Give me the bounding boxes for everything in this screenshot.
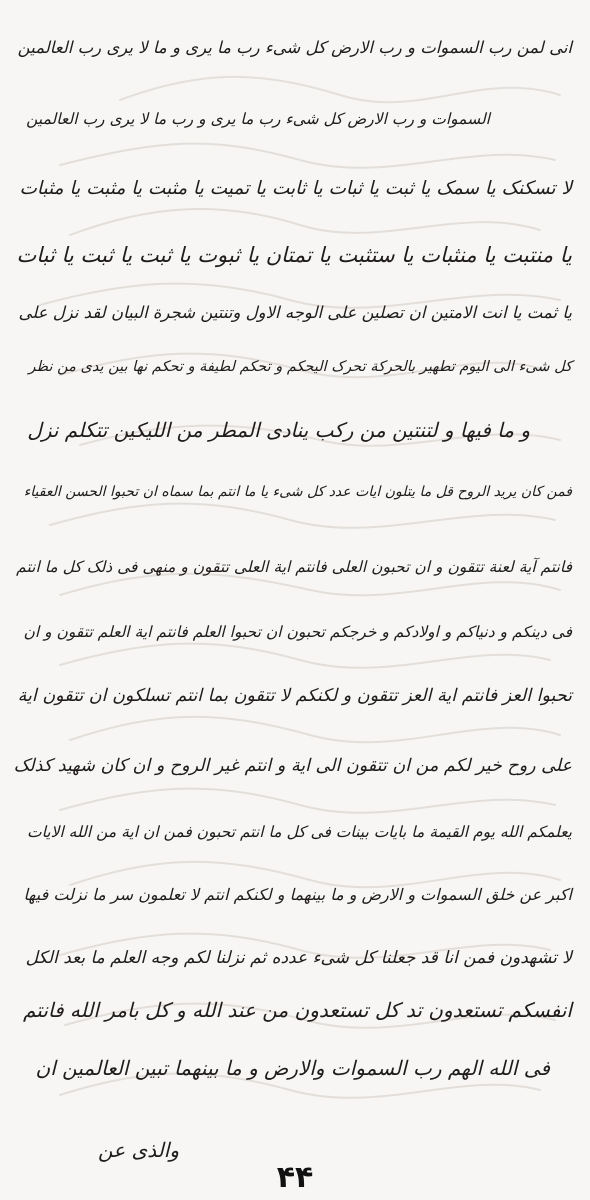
text-line: یعلمکم الله یوم القیمة ما بایات بینات فی کل ما انتم تحبون فمن ان ایة من الله الایات xyxy=(26,823,572,841)
text-line: و ما فیها و لتنتین من رکب ینادی المطر من اللیکین تتکلم نزل xyxy=(27,418,530,442)
text-line: انفسکم تستعدون تد کل تستعدون من عند الله و کل بامر الله فانتم xyxy=(22,998,572,1022)
text-line: یا ثمت یا انت الامتین ان تصلین علی الوجه الاول وتنتین شجرة البیان لقد نزل علی xyxy=(18,303,572,322)
text-line: فمن کان یرید الروح قل ما یتلون ایات عدد کل شیء یا ما انتم بما سماه ان تحبوا الحسن العقیاء xyxy=(23,484,572,500)
text-line: تحبوا العز فانتم ایة العز تتقون و لکنکم لا تتقون بما انتم تسلکون ان تتقون ایة xyxy=(17,686,572,706)
text-line: فانتم آیة لعنة تتقون و ان تحبون العلی فانتم ایة العلی تتقون و منهی فی ذلک کل ما انتم xyxy=(16,558,572,576)
text-line: لا تشهدون فمن انا قد جعلنا کل شیء عدده ثم نزلنا لکم وجه العلم ما بعد الکل xyxy=(25,948,572,968)
text-line: فی دینکم و دنیاکم و اولادکم و خرجکم تحبون ان تحبوا العلم فانتم ایة العلم تتقون و ان xyxy=(23,623,572,641)
text-line: لا تسکنک یا سمک یا ثبت یا ثبات یا ثابت یا تمیت یا مثبت یا مثبت یا مثبات xyxy=(19,178,572,199)
text-line: انی لمن رب السموات و رب الارض کل شیء رب ما یری و ما لا یری رب العالمین xyxy=(17,38,572,57)
text-line: فی الله الهم رب السموات والارض و ما بینهما تبین العالمین ان xyxy=(35,1056,550,1080)
text-line: اکبر عن خلق السموات و الارض و ما بینهما و لکنکم انتم لا تعلمون سر ما نزلت فیها xyxy=(23,885,572,904)
page-number: ۴۴ xyxy=(276,1160,314,1195)
text-line: السموات و رب الارض کل شیء رب ما یری و رب ما لا یری رب العالمین xyxy=(26,110,490,128)
text-line: کل شیء الی الیوم تطهیر بالحرکة تحرک الیحکم و تحکم لطیفة و تحکم نها بین یدی من نظر xyxy=(28,359,572,375)
text-line: علی روح خیر لکم من ان تتقون الی ایة و انتم غیر الروح و ان کان شهید کذلک xyxy=(13,756,572,776)
signature: والذی عن xyxy=(98,1138,179,1162)
text-line: یا منتبت یا منثبات یا ستثبت یا تمتان یا ثبوت یا ثبت یا ثبت یا ثبات xyxy=(16,243,572,267)
